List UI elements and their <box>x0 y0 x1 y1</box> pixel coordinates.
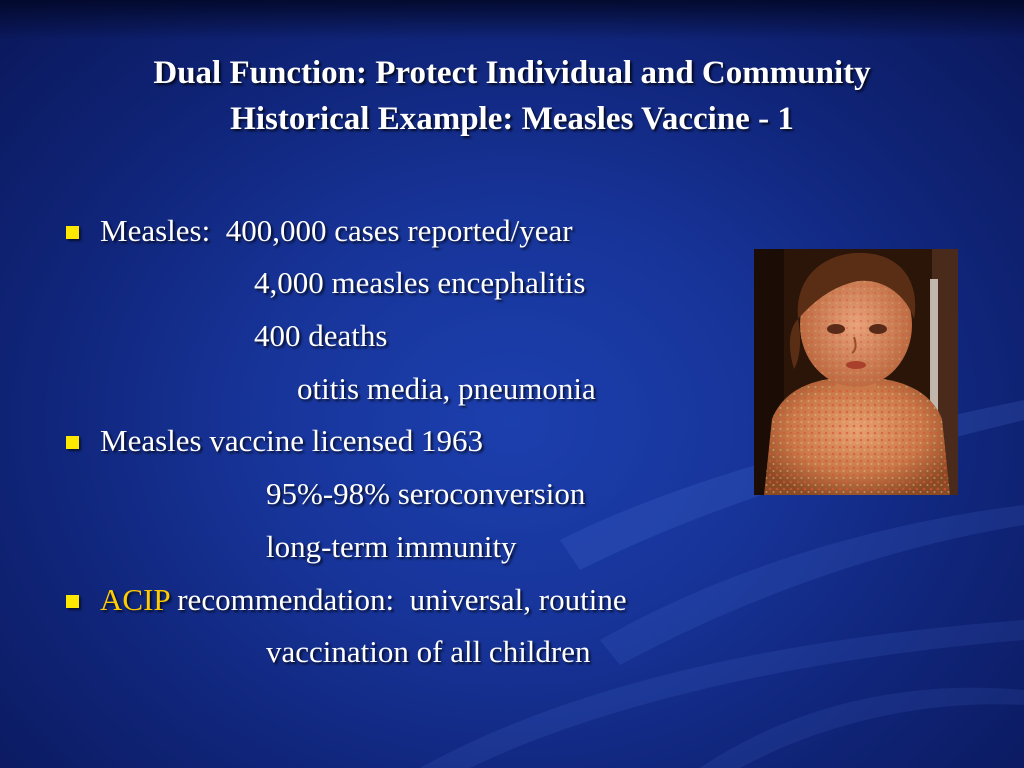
bullet-square-icon <box>66 436 79 449</box>
sub-item-vaccination: vaccination of all children <box>266 634 591 669</box>
sub-item-immunity: long-term immunity <box>266 529 517 564</box>
child-with-measles-rash-photo-icon <box>754 249 958 495</box>
bullet-square-icon <box>66 595 79 608</box>
sub-item-deaths: 400 deaths <box>254 318 388 353</box>
title-line-1: Dual Function: Protect Individual and Community <box>153 55 871 91</box>
bullet-vaccine-licensed: Measles vaccine licensed 1963 <box>100 423 484 458</box>
sub-item-encephalitis: 4,000 measles encephalitis <box>254 265 586 300</box>
bullet-acip-recommendation <box>100 582 627 618</box>
bullet-square-icon <box>66 226 79 239</box>
sub-item-complications: otitis media, pneumonia <box>297 371 596 406</box>
acip-highlight: ACIP <box>100 582 170 617</box>
recommendation-text: recommendation: universal, routine <box>169 582 627 617</box>
title-line-2: Historical Example: Measles Vaccine - 1 <box>230 101 794 137</box>
sub-item-seroconversion: 95%-98% seroconversion <box>266 476 586 511</box>
bullet-measles-cases: Measles: 400,000 cases reported/year <box>100 213 573 248</box>
measles-child-photo <box>754 249 958 495</box>
